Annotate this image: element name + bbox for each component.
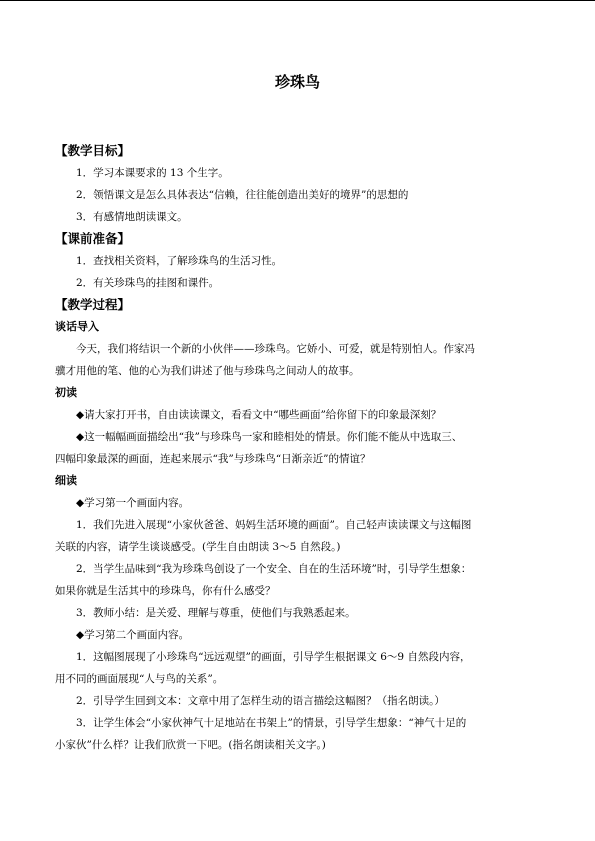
section-heading-process: 【教学过程】: [55, 297, 131, 312]
paragraph-line: 1．这幅图展现了小珍珠鸟“远远观望”的画面，引导学生根据课文 6～9 自然段内容，: [76, 651, 471, 663]
paragraph-line: 2．当学生品味到“我为珍珠鸟创设了一个安全、自在的生活环境”时，引导学生想象：: [76, 563, 472, 575]
paragraph-line: 3．让学生体会“小家伙神气十足地站在书架上”的情景，引导学生想象：“神气十足的: [76, 717, 467, 729]
goal-item: 2．领悟课文是怎么具体表达“信赖，往往能创造出美好的境界”的思想的: [76, 189, 409, 201]
subheading-intro: 谈话导入: [55, 320, 99, 333]
document-title: 珍珠鸟: [274, 73, 320, 91]
section-prep: [55, 228, 540, 294]
paragraph-line: 1．我们先进入展现“小家伙爸爸、妈妈生活环境的画面”。自己轻声读读课文与这幅图: [76, 519, 472, 531]
paragraph-line: ◆请大家打开书，自由读读课文，看看文中“哪些画面”给你留下的印象最深刻？: [76, 409, 442, 421]
document-body: [55, 140, 540, 756]
paragraph-line: 2．引导学生回到文本：文章中用了怎样生动的语言描绘这幅图？（指名朗读。）: [76, 695, 445, 707]
paragraph-line: 骥才用他的笔、他的心为我们讲述了他与珍珠鸟之间动人的故事。: [55, 365, 360, 377]
goal-item: 1．学习本课要求的 13 个生字。: [76, 167, 229, 179]
paragraph-line: ◆这一幅幅画面描绘出“我”与珍珠鸟一家和睦相处的情景。你们能不能从中选取三、: [76, 431, 463, 443]
subheading-first-read: 初读: [55, 386, 77, 399]
paragraph-line: 四幅印象最深的画面，连起来展示“我”与珍珠鸟“日渐亲近”的情谊？: [55, 453, 371, 465]
paragraph-line: ◆学习第二个画面内容。: [76, 629, 190, 641]
paragraph-line: 小家伙”什么样？让我们欣赏一下吧。(指名朗读相关文字。): [55, 739, 326, 751]
section-heading-prep: 【课前准备】: [55, 231, 131, 246]
section-heading-goals: 【教学目标】: [55, 143, 131, 158]
paragraph-line: 3．教师小结：是关爱、理解与尊重，使他们与我熟悉起来。: [76, 607, 356, 619]
paragraph-line: ◆学习第一个画面内容。: [76, 497, 190, 509]
section-goals: [55, 140, 540, 228]
paragraph-line: 今天，我们将结识一个新的小伙伴——珍珠鸟。它娇小、可爱，就是特别怕人。作家冯: [76, 343, 475, 355]
paragraph-line: 如果你就是生活其中的珍珠鸟，你有什么感受？: [55, 585, 276, 597]
paragraph-line: 关联的内容，请学生谈谈感受。(学生自由朗读 3～5 自然段。): [55, 541, 341, 553]
prep-item: 2．有关珍珠鸟的挂图和课件。: [76, 277, 220, 289]
top-rule: [0, 0, 595, 1]
prep-item: 1．查找相关资料，了解珍珠鸟的生活习性。: [76, 255, 283, 267]
subheading-close-read: 细读: [55, 474, 77, 487]
paragraph-line: 用不同的画面展现“人与鸟的关系”。: [55, 673, 224, 685]
goal-item: 3．有感情地朗读课文。: [76, 211, 188, 223]
section-process: [55, 294, 540, 756]
